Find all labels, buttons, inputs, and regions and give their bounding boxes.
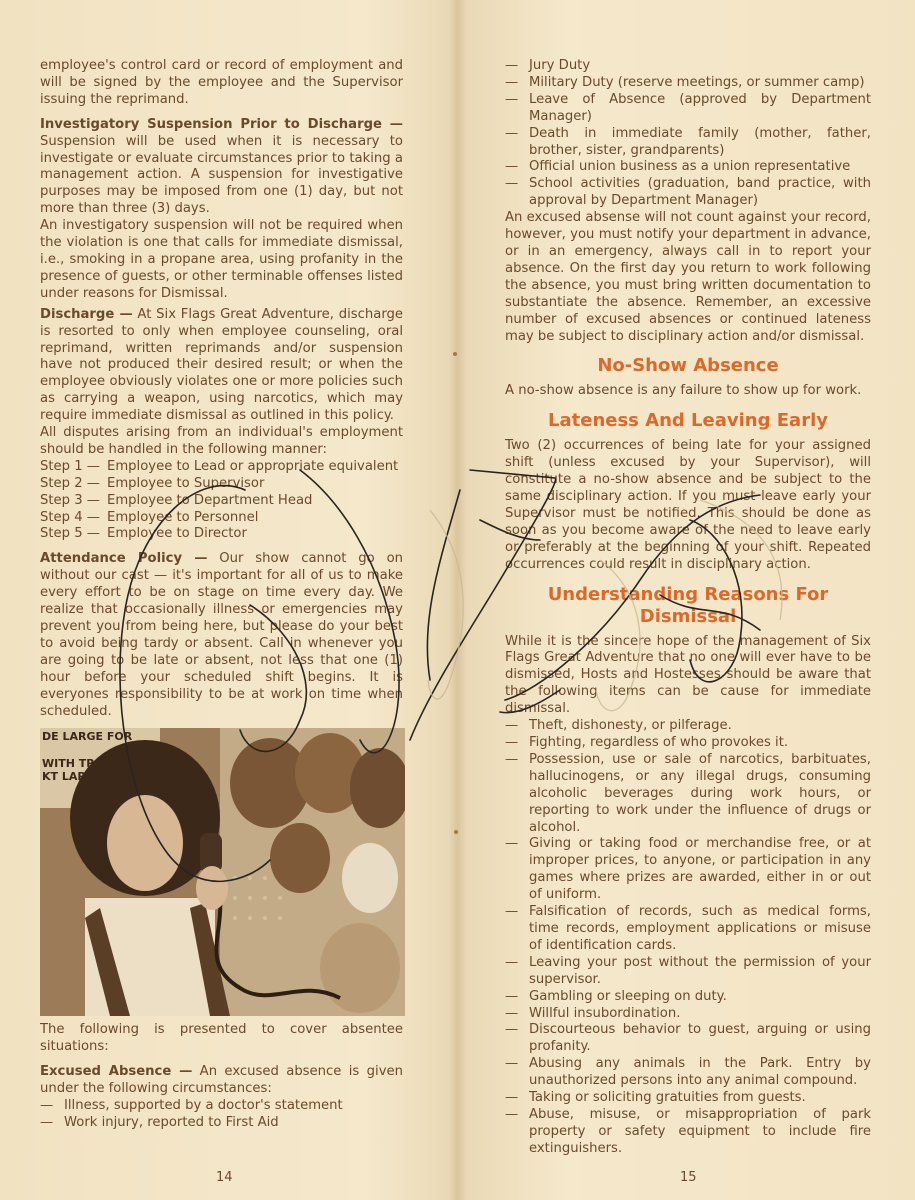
disputes-paragraph: All disputes arising from an individual's employment should be handled in the following manner: <box>40 425 403 457</box>
excused-item-text: Death in immediate family (mother, father, brother, sister, grandparents) <box>529 125 871 158</box>
dash-bullet: — <box>505 988 519 1004</box>
employee-photo <box>40 728 405 1016</box>
reason-text: Possession, use or sale of narcotics, barbituates, hallucinogens, or any illegal drugs, consuming alcoholic beverages during work hours, or reporting to work under the influence of drugs or alcohol. <box>529 751 871 835</box>
dash-bullet: — <box>505 1090 519 1106</box>
dash-bullet: — <box>505 735 519 750</box>
dash-bullet: — <box>505 1106 519 1122</box>
suspension-body: Suspension will be used when it is necessary to investigate or evaluate circumstances prior to taking a management action. A suspension for investigative purposes may be imposed from one (1) day, but not more than three (3) days. <box>40 133 403 217</box>
dismissal-heading: Understanding Reasons For Dismissal <box>547 583 829 627</box>
attendance-paragraph <box>40 551 403 720</box>
step-item <box>40 459 403 476</box>
excused-paragraph <box>40 1064 403 1098</box>
dash-bullet: — <box>505 718 519 734</box>
dash-bullet: — <box>505 159 519 175</box>
intro-paragraph: employee's control card or record of employment and will be signed by the employee and the Supervisor issuing the reprimand. <box>40 58 403 107</box>
reason-text: Giving or taking food or merchandise free, or at improper prices, to anyone, or participation in any games where prizes are awarded, either in or out of uniform. <box>529 836 871 903</box>
discharge-body: At Six Flags Great Adventure, discharge is resorted to only when employee counseling, oral reprimand, written reprimands and/or suspension have not produced their desired result; or when the employee obviously violates one or more policies such as carrying a weapon, using narcotics, which may require immediate dismissal as outlined in this policy. <box>40 306 403 424</box>
excused-item <box>40 1098 403 1115</box>
excused-item-text: Leave of Absence (approved by Department Manager) <box>529 91 871 124</box>
dash-bullet: — <box>505 176 519 192</box>
step-text: Employee to Personnel <box>107 509 259 525</box>
reason-item <box>505 735 871 752</box>
excused-item <box>505 126 871 160</box>
photo-sign-line: WITH TRAVEL <box>42 757 126 771</box>
suspension-paragraph-2: An investigatory suspension will not be required when the violation is one that calls for immediate dismissal, i.e., smoking in a propane area, using profanity in the presence of guests, or other terminable offenses listed under reasons for Dismissal. <box>40 218 403 301</box>
reason-text: Abuse, misuse, or misappropriation of park property or safety equipment to include fire extinguishers. <box>529 1106 871 1156</box>
excused-item <box>505 92 871 126</box>
staple-mark <box>454 830 458 834</box>
steps-list <box>40 459 403 544</box>
staple-mark <box>453 352 457 356</box>
lateness-paragraph: Two (2) occurrences of being late for your assigned shift (unless excused by your Supervisor), will constitute a no-show absence and be subject to the same disciplinary action. If you must leave early your Supervisor must be notified. This should be done as soon as you become aware of the need to leave early or preferably at the beginning of your shift. Repeated occurrences could result in disciplinary action. <box>505 438 871 572</box>
reason-item <box>505 1107 871 1158</box>
step-text: Employee to Lead or appropriate equivalent <box>107 458 399 474</box>
dash-bullet: — <box>505 1005 519 1021</box>
reason-text: Fighting, regardless of who provokes it. <box>529 735 789 750</box>
dash-bullet: — <box>505 74 519 90</box>
reason-text: Taking or soliciting gratuities from guests. <box>529 1090 806 1106</box>
step-item <box>40 526 403 543</box>
reason-item <box>505 904 871 955</box>
reason-item <box>505 1022 871 1056</box>
reason-text: Abusing any animals in the Park. Entry by unauthorized persons into any animal compound. <box>529 1056 871 1089</box>
reason-item <box>505 718 871 735</box>
dash-bullet: — <box>505 125 519 141</box>
excused-item-text: Official union business as a union representative <box>529 159 851 175</box>
noshow-heading: No-Show Absence <box>597 355 779 377</box>
dismissal-paragraph: While it is the sincere hope of the management of Six Flags Great Adventure that no one will ever have to be dismissed, Hosts and Hostesses should be aware that the following items can be cause for immediate dismissal. <box>505 633 871 717</box>
dash-bullet: — <box>505 904 519 920</box>
dash-bullet: — <box>505 1022 519 1038</box>
step-item <box>40 476 403 493</box>
dash-bullet: — <box>505 954 519 970</box>
excused-item <box>40 1115 403 1132</box>
reason-text: Theft, dishonesty, or pilferage. <box>529 718 732 734</box>
step-label: Step 4 — <box>40 509 100 525</box>
reason-text: Gambling or sleeping on duty. <box>529 988 727 1004</box>
dash-bullet: — <box>40 1098 54 1114</box>
attendance-heading: Attendance Policy — <box>40 551 208 567</box>
excused-item-text: Jury Duty <box>529 58 591 73</box>
photo-sign <box>42 730 132 783</box>
noshow-paragraph: A no-show absence is any failure to show up for work. <box>505 383 862 399</box>
dash-bullet: — <box>505 91 519 107</box>
step-label: Step 2 — <box>40 475 100 491</box>
reason-item <box>505 1090 871 1107</box>
dash-bullet: — <box>505 751 519 767</box>
discharge-heading: Discharge — <box>40 306 133 322</box>
reason-text: Falsification of records, such as medical forms, time records, employment applications or misuse of identification cards. <box>529 904 871 953</box>
step-label: Step 3 — <box>40 492 100 508</box>
excused-item-text: Work injury, reported to First Aid <box>64 1114 279 1130</box>
dash-bullet: — <box>505 836 519 852</box>
discharge-paragraph <box>40 307 403 425</box>
page-number-left: 14 <box>216 1170 233 1185</box>
following-paragraph: The following is presented to cover absentee situations: <box>40 1022 403 1055</box>
left-page <box>40 58 403 1132</box>
excused-item <box>505 58 871 75</box>
dash-bullet: — <box>505 1056 519 1072</box>
suspension-paragraph <box>40 117 403 218</box>
excused-note-paragraph: An excused absense will not count against your record, however, you must notify your department in advance, or in an emergency, always call in to report your absence. On the first day you return to work following the absence, you must bring written documentation to substantiate the absence. Remember, an excessive number of excused absences or continued lateness may be subject to disciplinary action and/or dismissal. <box>505 210 871 344</box>
photo-sign-line: KT LARGE <box>42 770 103 784</box>
reason-item <box>505 1006 871 1023</box>
excused-body: An excused absence is given under the following circumstances: <box>40 1064 403 1097</box>
step-label: Step 1 — <box>40 458 100 474</box>
excused-item <box>505 75 871 92</box>
step-label: Step 5 — <box>40 526 100 542</box>
step-text: Employee to Director <box>107 526 247 542</box>
dismissal-reasons-list <box>505 718 871 1158</box>
photo-sign-line: DE LARGE FOR <box>42 730 133 744</box>
suspension-heading: Investigatory Suspension Prior to Discharge — <box>40 116 403 132</box>
excused-item <box>505 176 871 210</box>
dash-bullet: — <box>505 58 519 73</box>
reason-item <box>505 836 871 904</box>
step-text: Employee to Supervisor <box>107 475 265 491</box>
reason-text: Leaving your post without the permission of your supervisor. <box>529 954 871 987</box>
reason-item <box>505 1056 871 1090</box>
reason-item <box>505 752 871 837</box>
step-item <box>40 493 403 510</box>
reason-text: Discourteous behavior to guest, arguing or using profanity. <box>529 1022 871 1055</box>
step-text: Employee to Department Head <box>107 492 313 508</box>
excused-item-text: Military Duty (reserve meetings, or summer camp) <box>529 74 865 90</box>
right-page <box>505 58 871 1158</box>
excused-item <box>505 159 871 176</box>
attendance-body: Our show cannot go on without our cast — it's important for all of us to make every effort to be on stage on time every day. We realize that occasionally illness or emergencies may prevent you from being here, but please do your best to avoid being tardy or absent. Call in whenever you are going to be late or absent, not less that one (1) hour before your scheduled shift begins. It is everyones responsibility to be at work on time when scheduled. <box>40 551 404 719</box>
excused-item-text: School activities (graduation, band practice, with approval by Department Manager) <box>529 176 871 209</box>
reason-item <box>505 955 871 989</box>
page-number-right: 15 <box>680 1170 697 1185</box>
lateness-heading: Lateness And Leaving Early <box>548 410 828 432</box>
excused-item-text: Illness, supported by a doctor's statement <box>64 1098 343 1114</box>
dash-bullet: — <box>40 1114 54 1130</box>
step-item <box>40 510 403 527</box>
reason-item <box>505 989 871 1006</box>
excused-heading: Excused Absence — <box>40 1064 193 1080</box>
reason-text: Willful insubordination. <box>529 1005 681 1021</box>
